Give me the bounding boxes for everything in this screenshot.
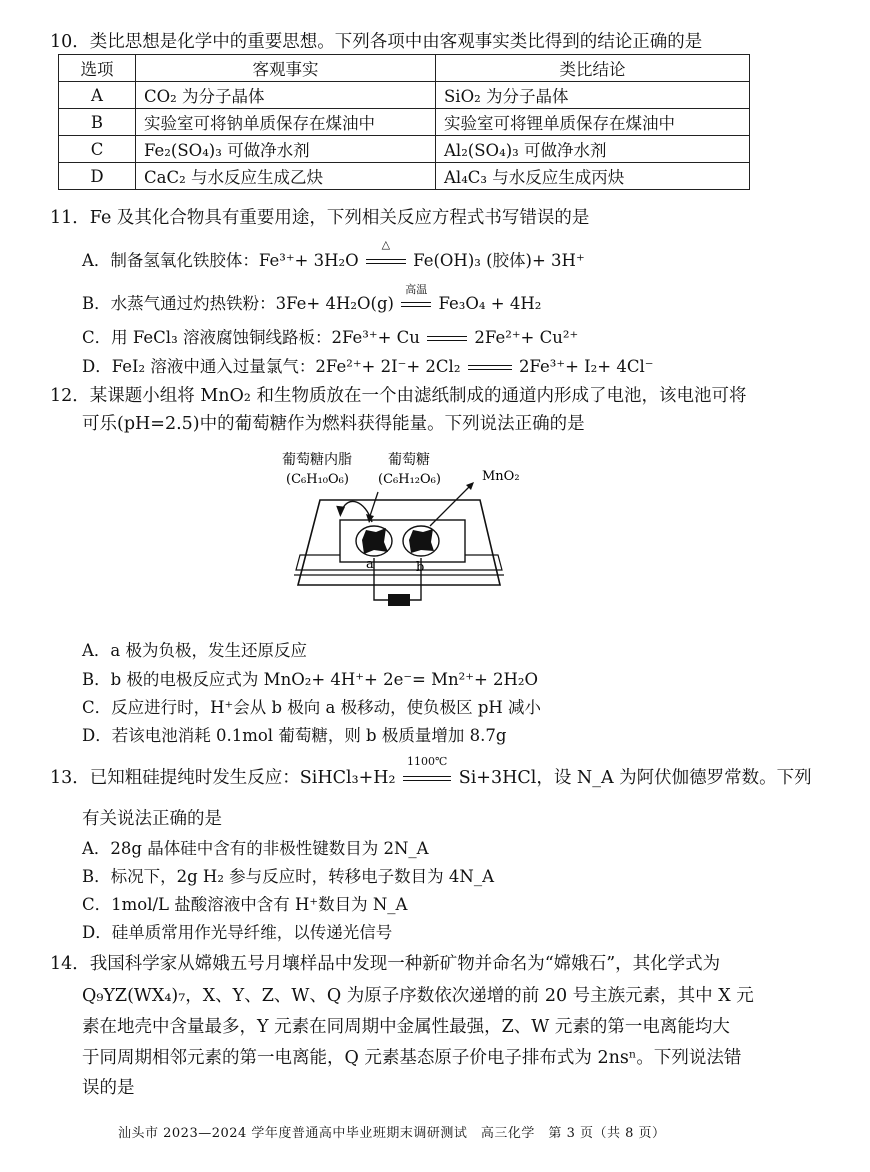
- glucose-formula: (C₆H₁₂O₆): [378, 472, 441, 487]
- heat-symbol: △: [381, 238, 391, 251]
- glucono-lactone-label: 葡萄糖内脂: [282, 452, 352, 468]
- row-option: D: [59, 163, 136, 190]
- table-row: [59, 109, 750, 136]
- glucono-lactone-formula: (C₆H₁₀O₆): [286, 472, 349, 487]
- electrode-a: [362, 528, 388, 554]
- q11-option-b: [82, 283, 542, 314]
- q13-stem-right: Si+3HCl，设 N_A 为阿伏伽德罗常数。下列: [458, 768, 812, 788]
- load-device: [388, 594, 410, 606]
- q12-option-c: C．反应进行时，H⁺会从 b 极向 a 极移动，使负极区 pH 减小: [82, 698, 542, 717]
- row-fact: CaC₂ 与水反应生成乙炔: [136, 163, 436, 190]
- electrode-a-label: a: [366, 557, 374, 572]
- q13-option-b: B．标况下，2g H₂ 参与反应时，转移电子数目为 4N_A: [82, 867, 495, 886]
- q14-line1: 14．我国科学家从嫦娥五号月壤样品中发现一种新矿物并命名为“嫦娥石”，其化学式为: [50, 954, 721, 974]
- q11-c-left: C．用 FeCl₃ 溶液腐蚀铜线路板：2Fe³⁺+ Cu: [82, 328, 420, 347]
- electrode-b-label: b: [416, 560, 425, 575]
- q11-a-left: A．制备氢氧化铁胶体：Fe³⁺+ 3H₂O: [82, 251, 359, 270]
- q12-stem-line1: 12．某课题小组将 MnO₂ 和生物质放在一个由滤纸制成的通道内形成了电池，该电池可将: [50, 386, 747, 406]
- q11-b-right: Fe₃O₄ + 4H₂: [438, 294, 542, 313]
- q11-d-right: 2Fe³⁺+ I₂+ 4Cl⁻: [518, 357, 654, 376]
- row-option: A: [59, 82, 136, 109]
- q14-line3: 素在地壳中含量最多，Y 元素在同周期中金属性最强，Z、W 元素的第一电离能均大: [82, 1017, 730, 1037]
- q13-stem-left: 13．已知粗硅提纯时发生反应：SiHCl₃+H₂: [50, 768, 396, 788]
- wire-a: [374, 558, 395, 600]
- table-row: [59, 82, 750, 109]
- battery-diagram: [270, 440, 530, 630]
- q12-option-a: A．a 极为负极，发生还原反应: [82, 641, 307, 660]
- q11-a-right: Fe(OH)₃ (胶体)+ 3H⁺: [413, 251, 585, 270]
- header-conclusion: 类比结论: [436, 55, 750, 82]
- page-footer: 汕头市 2023—2024 学年度普通高中毕业班期末调研测试 高三化学 第 3 页（共 8 页）: [118, 1126, 666, 1141]
- row-conclusion: Al₄C₃ 与水反应生成丙炔: [436, 163, 750, 190]
- q13-arrow: [401, 755, 453, 788]
- q13-option-d: D．硅单质常用作光导纤维，以传递光信号: [82, 923, 393, 942]
- q11-option-c: [82, 324, 578, 348]
- q12-stem-line2: 可乐(pH=2.5)中的葡萄糖作为燃料获得能量。下列说法正确的是: [82, 414, 585, 434]
- q12-option-d: D．若该电池消耗 0.1mol 葡萄糖，则 b 极质量增加 8.7g: [82, 726, 507, 745]
- row-fact: Fe₂(SO₄)₃ 可做净水剂: [136, 136, 436, 163]
- q13-stem-line1: [50, 755, 812, 789]
- q10-table: [58, 54, 750, 190]
- q10-stem: 10．类比思想是化学中的重要思想。下列各项中由客观事实类比得到的结论正确的是: [50, 32, 703, 52]
- q14-line5: 误的是: [82, 1078, 135, 1098]
- header-option: 选项: [59, 55, 136, 82]
- q11-option-d: [82, 353, 653, 377]
- row-fact: CO₂ 为分子晶体: [136, 82, 436, 109]
- table-header-row: [59, 55, 750, 82]
- q11-c-right: 2Fe²⁺+ Cu²⁺: [474, 328, 579, 347]
- q13-stem-line2: 有关说法正确的是: [82, 809, 222, 829]
- row-conclusion: SiO₂ 为分子晶体: [436, 82, 750, 109]
- q14-line4: 于同周期相邻元素的第一电离能，Q 元素基态原子价电子排布式为 2nsⁿ。下列说法错: [82, 1048, 742, 1068]
- row-conclusion: Al₂(SO₄)₃ 可做净水剂: [436, 136, 750, 163]
- mno2-label: MnO₂: [482, 469, 520, 484]
- electrode-b: [409, 529, 434, 553]
- table-row: [59, 136, 750, 163]
- arrow-product: [342, 501, 372, 522]
- row-option: C: [59, 136, 136, 163]
- q11-b-arrow: [399, 283, 433, 313]
- q11-option-a: [82, 238, 585, 271]
- glucose-label: 葡萄糖: [388, 452, 430, 468]
- row-option: B: [59, 109, 136, 136]
- q14-line2: Q₉YZ(WX₄)₇，X、Y、Z、W、Q 为原子序数依次递增的前 20 号主族元素，其中 X 元: [82, 986, 754, 1006]
- q11-stem: 11．Fe 及其化合物具有重要用途，下列相关反应方程式书写错误的是: [50, 208, 590, 228]
- q11-d-left: D．FeI₂ 溶液中通入过量氯气：2Fe²⁺+ 2I⁻+ 2Cl₂: [82, 357, 461, 376]
- q13-option-c: C．1mol/L 盐酸溶液中含有 H⁺数目为 N_A: [82, 895, 408, 914]
- high-temp-condition: 高温: [405, 283, 428, 296]
- q11-b-left: B．水蒸气通过灼热铁粉：3Fe+ 4H₂O(g): [82, 294, 394, 313]
- q11-a-arrow: [364, 238, 408, 270]
- header-fact: 客观事实: [136, 55, 436, 82]
- row-fact: 实验室可将钠单质保存在煤油中: [136, 109, 436, 136]
- temperature-condition: 1100℃: [406, 755, 448, 768]
- table-row: [59, 163, 750, 190]
- arrow-glucose: [370, 492, 378, 516]
- q13-option-a: A．28g 晶体硅中含有的非极性键数目为 2N_A: [82, 839, 429, 858]
- row-conclusion: 实验室可将锂单质保存在煤油中: [436, 109, 750, 136]
- q12-option-b: B．b 极的电极反应式为 MnO₂+ 4H⁺+ 2e⁻= Mn²⁺+ 2H₂O: [82, 670, 539, 689]
